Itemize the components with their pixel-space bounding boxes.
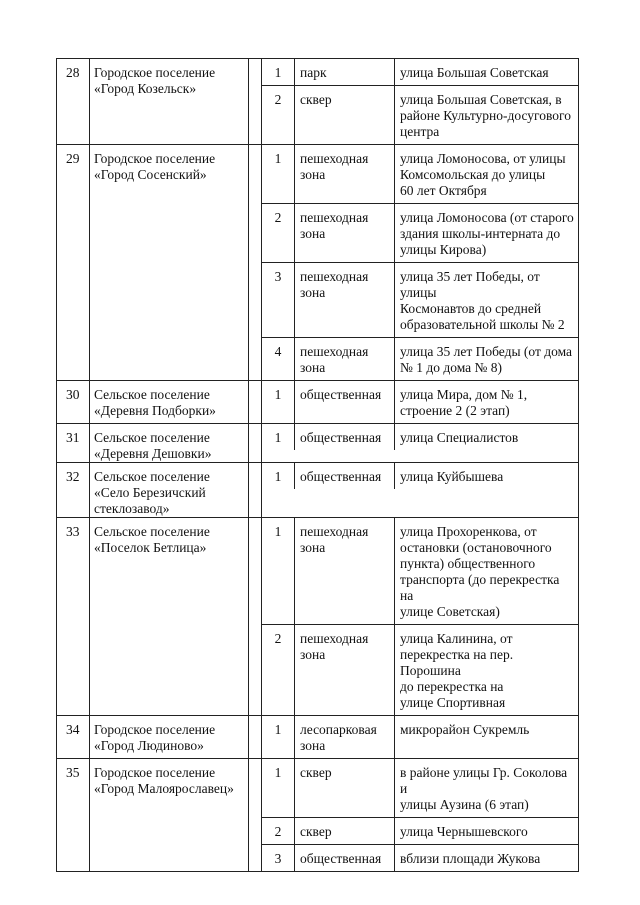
spacer-column [248,145,261,380]
object-address-line: вблизи площади Жукова [400,851,541,866]
object-type-line: зона [300,647,326,662]
object-address-line: улице Советская) [400,604,500,619]
spacer-column [248,59,261,144]
object-type-cell [294,716,394,758]
object-number: 3 [274,269,282,284]
object-number-cell [262,463,294,489]
object-address-line: улица Ломоносова, от улицы [400,151,566,166]
object-address-line: 60 лет Октября [400,183,487,198]
object-number: 1 [274,387,282,402]
object-type-line: общественная [300,851,382,866]
object-address-cell [394,463,578,489]
object-address-cell [394,818,578,844]
object-number: 3 [274,851,282,866]
spacer-column [248,518,261,715]
object-type-cell [294,338,394,380]
group-number-cell [56,518,89,715]
object-number-cell [262,716,294,758]
group-number-cell [56,424,89,462]
object-number-cell [262,518,294,624]
object-number-cell [262,263,294,337]
object-address-line: улица Большая Советская [400,65,549,80]
object-number-cell [262,759,294,817]
object-type-line: общественная [300,430,382,445]
table-group [56,423,579,462]
object-address-line: Космонавтов до средней [400,301,542,316]
object-address-cell [394,625,578,715]
object-type-cell [294,86,394,144]
settlement-name-line: «Поселок Бетлица» [94,540,207,555]
object-address-line: остановки (остановочного [400,540,552,555]
group-number: 31 [66,430,80,445]
object-number-cell [262,424,294,450]
object-number: 1 [274,524,282,539]
object-type-cell [294,204,394,262]
object-address-line: улица 35 лет Победы, от улицы [400,269,540,300]
table-row [262,337,578,380]
group-number-cell [56,759,89,871]
spacer-column [248,424,261,462]
object-number-cell [262,818,294,844]
object-address-cell [394,759,578,817]
table-row [262,424,578,450]
table-row [262,624,578,715]
table-row [262,759,578,817]
object-number: 1 [274,65,282,80]
object-type-cell [294,59,394,85]
table-row [262,716,578,758]
table-group [56,462,579,517]
object-type-line: общественная [300,469,382,484]
object-address-cell [394,204,578,262]
object-address-line: центра [400,124,440,139]
object-number-cell [262,625,294,715]
object-type-cell [294,145,394,203]
object-address-line: улица Калинина, от [400,631,513,646]
table-row [262,203,578,262]
object-address-cell [394,381,578,423]
object-number: 2 [274,631,282,646]
object-address-line: улица Чернышевского [400,824,528,839]
object-address-line: микрорайон Сукремль [400,722,530,737]
spacer-column [248,381,261,423]
object-address-cell [394,59,578,85]
settlement-name-line: Городское поселение [94,151,216,166]
table-group [56,517,579,715]
group-number-cell [56,381,89,423]
object-address-cell [394,424,578,450]
table-row [262,518,578,624]
object-type-cell [294,845,394,871]
object-address-cell [394,338,578,380]
settlement-name-line: Сельское поселение [94,387,210,402]
table-row [262,85,578,144]
spacer-column [248,463,261,517]
settlement-name-cell [89,145,248,380]
settlement-name-cell [89,463,248,517]
object-address-line: № 1 до дома № 8) [400,360,503,375]
group-number: 32 [66,469,80,484]
object-type-line: зона [300,738,326,753]
object-address-line: улицы Аузина (6 этап) [400,797,529,812]
object-type-line: зона [300,226,326,241]
table-row [262,262,578,337]
object-type-line: лесопарковая [300,722,377,737]
object-number: 1 [274,765,282,780]
settlement-name-line: Городское поселение [94,765,216,780]
object-type-line: общественная [300,387,382,402]
object-type-cell [294,381,394,423]
object-address-line: улица 35 лет Победы (от дома [400,344,573,359]
table-group [56,380,579,423]
object-address-line: районе Культурно-досугового [400,108,571,123]
table-group [56,715,579,758]
settlement-name-line: Сельское поселение [94,469,210,484]
table-row [262,817,578,844]
object-number-cell [262,145,294,203]
settlement-name-line: Сельское поселение [94,524,210,539]
settlement-name-line: Городское поселение [94,65,216,80]
object-address-line: пункта) общественного [400,556,536,571]
object-type-cell [294,818,394,844]
table-group [56,58,579,144]
object-number: 1 [274,151,282,166]
object-address-cell [394,145,578,203]
settlement-name-cell [89,518,248,715]
object-type-cell [294,424,394,450]
object-address-line: улица Специалистов [400,430,519,445]
group-number: 33 [66,524,80,539]
object-type-line: сквер [300,92,332,107]
object-number: 2 [274,210,282,225]
object-type-cell [294,625,394,715]
object-type-cell [294,518,394,624]
object-type-line: зона [300,540,326,555]
settlement-name-line: «Город Малоярославец» [94,781,234,796]
table-group [56,758,579,872]
settlement-name-line: Сельское поселение [94,430,210,445]
objects-list [261,463,579,517]
object-type-line: парк [300,65,327,80]
group-number-cell [56,59,89,144]
settlement-name-line: «Деревня Подборки» [94,403,216,418]
object-address-line: в районе улицы Гр. Соколова и [400,765,568,796]
object-type-cell [294,263,394,337]
object-address-line: улица Ломоносова (от старого [400,210,574,225]
object-number: 4 [274,344,282,359]
object-address-cell [394,518,578,624]
object-number-cell [262,845,294,871]
settlement-name-cell [89,381,248,423]
settlement-name-line: «Деревня Дешовки» [94,446,212,461]
object-type-line: зона [300,167,326,182]
object-address-line: перекрестка на пер. Порошина [400,647,514,678]
object-address-line: улице Спортивная [400,695,506,710]
object-type-line: пешеходная [300,631,369,646]
group-number-cell [56,716,89,758]
table-row [262,381,578,423]
object-type-line: пешеходная [300,269,369,284]
settlement-name-line: «Село Березичский [94,485,206,500]
objects-list [261,759,579,871]
object-type-line: зона [300,285,326,300]
settlement-name-line: Городское поселение [94,722,216,737]
group-number: 30 [66,387,80,402]
object-address-line: строение 2 (2 этап) [400,403,510,418]
object-address-line: образовательной школы № 2 [400,317,565,332]
object-address-line: до перекрестка на [400,679,504,694]
object-address-cell [394,86,578,144]
objects-list [261,59,579,144]
object-number: 1 [274,469,282,484]
settlement-name-line: «Город Козельск» [94,81,197,96]
object-address-line: Комсомольская до улицы [400,167,546,182]
settlement-name-cell [89,424,248,462]
settlement-name-line: «Город Людиново» [94,738,204,753]
object-number: 2 [274,824,282,839]
object-address-line: улицы Кирова) [400,242,487,257]
group-number: 35 [66,765,80,780]
object-address-line: транспорта (до перекрестка на [400,572,560,603]
group-number: 29 [66,151,80,166]
object-address-line: улица Прохоренкова, от [400,524,537,539]
group-number-cell [56,145,89,380]
group-number: 28 [66,65,80,80]
table-row [262,463,578,489]
object-type-line: пешеходная [300,151,369,166]
object-number-cell [262,381,294,423]
object-number-cell [262,338,294,380]
object-type-line: сквер [300,824,332,839]
object-address-cell [394,845,578,871]
objects-list [261,381,579,423]
object-address-cell [394,716,578,758]
object-address-line: улица Куйбышева [400,469,504,484]
table-group [56,144,579,380]
table-row [262,844,578,871]
object-number: 2 [274,92,282,107]
object-number-cell [262,59,294,85]
objects-list [261,716,579,758]
object-type-line: пешеходная [300,524,369,539]
settlement-name-line: стеклозавод» [94,501,170,516]
object-address-line: улица Большая Советская, в [400,92,562,107]
settlement-name-cell [89,759,248,871]
group-number-cell [56,463,89,517]
table-row [262,145,578,203]
object-number: 1 [274,430,282,445]
object-address-line: улица Мира, дом № 1, [400,387,528,402]
settlement-name-cell [89,59,248,144]
object-number-cell [262,204,294,262]
spacer-column [248,716,261,758]
object-type-cell [294,463,394,489]
spacer-column [248,759,261,871]
object-number: 1 [274,722,282,737]
object-type-line: зона [300,360,326,375]
object-type-line: сквер [300,765,332,780]
object-type-line: пешеходная [300,210,369,225]
group-number: 34 [66,722,80,737]
object-number-cell [262,86,294,144]
table-row [262,59,578,85]
document-table [56,58,579,872]
objects-list [261,424,579,462]
objects-list [261,518,579,715]
object-address-line: здания школы-интерната до [400,226,561,241]
objects-list [261,145,579,380]
object-type-cell [294,759,394,817]
settlement-name-cell [89,716,248,758]
object-address-cell [394,263,578,337]
object-type-line: пешеходная [300,344,369,359]
settlement-name-line: «Город Сосенский» [94,167,207,182]
